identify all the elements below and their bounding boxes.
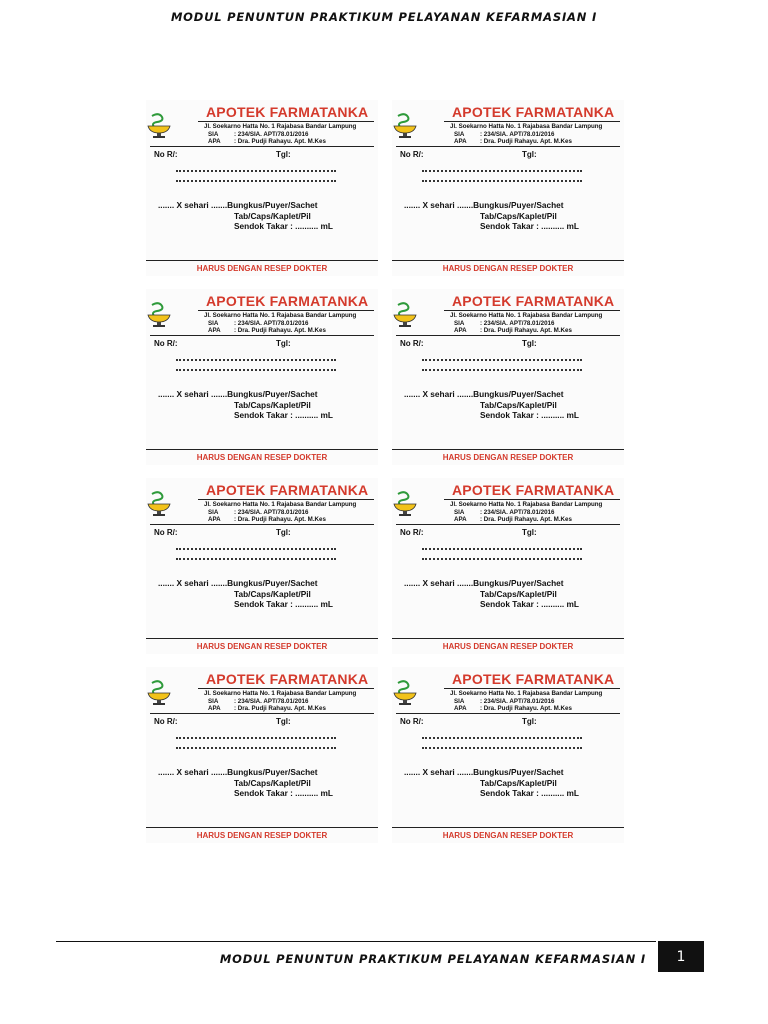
pharmacy-bowl-snake-icon [392,490,418,518]
sia-value: : 234/SIA. APT/78.01/2016 [234,320,309,327]
divider [392,827,624,828]
sia-label: SIA [208,698,219,705]
prescription-number-label: No R/: [400,717,424,726]
prescription-number-label: No R/: [400,150,424,159]
sia-value: : 234/SIA. APT/78.01/2016 [234,698,309,705]
measuring-spoon-line: Sendok Takar : .......... mL [234,788,333,798]
measuring-spoon-line: Sendok Takar : .......... mL [480,410,579,420]
patient-line-2 [176,558,336,560]
prescription-label [146,100,378,276]
prescription-warning: HARUS DENGAN RESEP DOKTER [442,831,574,840]
divider [396,713,620,714]
dosage-line: ....... X sehari .......Bungkus/Puyer/Sachet [404,389,564,399]
date-label: Tgl: [276,150,291,159]
date-label: Tgl: [522,717,537,726]
patient-line-1 [422,359,582,361]
pharmacy-name: APOTEK FARMATANKA [206,293,369,309]
divider [198,499,374,500]
prescription-warning: HARUS DENGAN RESEP DOKTER [196,642,328,651]
prescription-number-label: No R/: [400,339,424,348]
patient-line-1 [422,737,582,739]
sia-value: : 234/SIA. APT/78.01/2016 [480,131,555,138]
patient-line-2 [176,747,336,749]
apa-value: : Dra. Pudji Rahayu. Apt. M.Kes [480,516,572,523]
prescription-number-label: No R/: [400,528,424,537]
dosage-form-line: Tab/Caps/Kaplet/Pil [234,589,311,599]
sia-label: SIA [454,131,465,138]
patient-line-2 [422,180,582,182]
dosage-form-line: Tab/Caps/Kaplet/Pil [234,400,311,410]
prescription-number-label: No R/: [154,339,178,348]
dosage-line: ....... X sehari .......Bungkus/Puyer/Sachet [158,767,318,777]
sia-label: SIA [454,509,465,516]
sia-label: SIA [208,509,219,516]
divider [198,121,374,122]
measuring-spoon-line: Sendok Takar : .......... mL [480,788,579,798]
pharmacy-name: APOTEK FARMATANKA [452,293,615,309]
pharmacy-address: Jl. Soekarno Hatta No. 1 Rajabasa Bandar Lampung [204,501,357,508]
page-number: 1 [658,941,704,972]
patient-line-1 [176,737,336,739]
divider [444,499,620,500]
divider [146,449,378,450]
dosage-line: ....... X sehari .......Bungkus/Puyer/Sachet [404,200,564,210]
prescription-warning: HARUS DENGAN RESEP DOKTER [196,453,328,462]
divider [150,524,374,525]
pharmacy-address: Jl. Soekarno Hatta No. 1 Rajabasa Bandar Lampung [204,690,357,697]
patient-line-2 [176,180,336,182]
divider [396,524,620,525]
prescription-warning: HARUS DENGAN RESEP DOKTER [442,453,574,462]
prescription-label [392,100,624,276]
apa-value: : Dra. Pudji Rahayu. Apt. M.Kes [234,516,326,523]
patient-line-2 [422,558,582,560]
pharmacy-bowl-snake-icon [392,301,418,329]
footer-divider [56,941,656,942]
pharmacy-address: Jl. Soekarno Hatta No. 1 Rajabasa Bandar Lampung [204,123,357,130]
prescription-number-label: No R/: [154,150,178,159]
divider [392,638,624,639]
apa-value: : Dra. Pudji Rahayu. Apt. M.Kes [234,138,326,145]
divider [396,146,620,147]
apa-value: : Dra. Pudji Rahayu. Apt. M.Kes [480,138,572,145]
apa-label: APA [208,327,221,334]
prescription-number-label: No R/: [154,717,178,726]
prescription-label [146,478,378,654]
patient-line-1 [176,170,336,172]
divider [396,335,620,336]
apa-value: : Dra. Pudji Rahayu. Apt. M.Kes [234,705,326,712]
date-label: Tgl: [522,150,537,159]
footer-title: MODUL PENUNTUN PRAKTIKUM PELAYANAN KEFARMASIAN I [219,952,646,966]
patient-line-1 [176,359,336,361]
prescription-warning: HARUS DENGAN RESEP DOKTER [442,642,574,651]
dosage-form-line: Tab/Caps/Kaplet/Pil [480,211,557,221]
sia-label: SIA [454,320,465,327]
dosage-form-line: Tab/Caps/Kaplet/Pil [234,778,311,788]
divider [146,260,378,261]
pharmacy-name: APOTEK FARMATANKA [206,104,369,120]
dosage-line: ....... X sehari .......Bungkus/Puyer/Sachet [404,767,564,777]
dosage-form-line: Tab/Caps/Kaplet/Pil [480,778,557,788]
prescription-warning: HARUS DENGAN RESEP DOKTER [442,264,574,273]
dosage-form-line: Tab/Caps/Kaplet/Pil [480,589,557,599]
pharmacy-address: Jl. Soekarno Hatta No. 1 Rajabasa Bandar Lampung [450,690,603,697]
sia-label: SIA [454,698,465,705]
pharmacy-bowl-snake-icon [146,490,172,518]
dosage-line: ....... X sehari .......Bungkus/Puyer/Sachet [158,578,318,588]
sia-label: SIA [208,131,219,138]
patient-line-2 [422,369,582,371]
divider [444,310,620,311]
measuring-spoon-line: Sendok Takar : .......... mL [234,410,333,420]
patient-line-1 [422,548,582,550]
date-label: Tgl: [276,717,291,726]
pharmacy-name: APOTEK FARMATANKA [206,482,369,498]
prescription-label [392,289,624,465]
patient-line-2 [422,747,582,749]
divider [198,310,374,311]
prescription-warning: HARUS DENGAN RESEP DOKTER [196,264,328,273]
sia-value: : 234/SIA. APT/78.01/2016 [234,131,309,138]
divider [198,688,374,689]
apa-value: : Dra. Pudji Rahayu. Apt. M.Kes [480,327,572,334]
date-label: Tgl: [522,528,537,537]
dosage-line: ....... X sehari .......Bungkus/Puyer/Sachet [158,389,318,399]
measuring-spoon-line: Sendok Takar : .......... mL [234,599,333,609]
divider [444,688,620,689]
divider [150,335,374,336]
divider [392,260,624,261]
pharmacy-name: APOTEK FARMATANKA [452,671,615,687]
pharmacy-bowl-snake-icon [146,112,172,140]
prescription-warning: HARUS DENGAN RESEP DOKTER [196,831,328,840]
apa-value: : Dra. Pudji Rahayu. Apt. M.Kes [480,705,572,712]
date-label: Tgl: [276,339,291,348]
patient-line-1 [422,170,582,172]
apa-label: APA [454,138,467,145]
page-header-title: MODUL PENUNTUN PRAKTIKUM PELAYANAN KEFARMASIAN I [170,10,598,24]
patient-line-2 [176,369,336,371]
date-label: Tgl: [276,528,291,537]
date-label: Tgl: [522,339,537,348]
divider [150,146,374,147]
prescription-label [146,667,378,843]
prescription-label [146,289,378,465]
prescription-number-label: No R/: [154,528,178,537]
pharmacy-name: APOTEK FARMATANKA [206,671,369,687]
divider [150,713,374,714]
pharmacy-name: APOTEK FARMATANKA [452,104,615,120]
pharmacy-address: Jl. Soekarno Hatta No. 1 Rajabasa Bandar Lampung [450,123,603,130]
divider [146,638,378,639]
pharmacy-bowl-snake-icon [146,301,172,329]
pharmacy-bowl-snake-icon [392,112,418,140]
pharmacy-bowl-snake-icon [146,679,172,707]
apa-label: APA [208,705,221,712]
sia-value: : 234/SIA. APT/78.01/2016 [480,320,555,327]
measuring-spoon-line: Sendok Takar : .......... mL [480,221,579,231]
apa-label: APA [454,327,467,334]
pharmacy-address: Jl. Soekarno Hatta No. 1 Rajabasa Bandar Lampung [450,501,603,508]
apa-label: APA [208,138,221,145]
divider [146,827,378,828]
divider [444,121,620,122]
dosage-line: ....... X sehari .......Bungkus/Puyer/Sachet [404,578,564,588]
apa-label: APA [454,705,467,712]
divider [392,449,624,450]
prescription-label [392,478,624,654]
apa-value: : Dra. Pudji Rahayu. Apt. M.Kes [234,327,326,334]
dosage-form-line: Tab/Caps/Kaplet/Pil [480,400,557,410]
sia-label: SIA [208,320,219,327]
sia-value: : 234/SIA. APT/78.01/2016 [480,509,555,516]
pharmacy-address: Jl. Soekarno Hatta No. 1 Rajabasa Bandar Lampung [450,312,603,319]
patient-line-1 [176,548,336,550]
measuring-spoon-line: Sendok Takar : .......... mL [234,221,333,231]
dosage-line: ....... X sehari .......Bungkus/Puyer/Sachet [158,200,318,210]
measuring-spoon-line: Sendok Takar : .......... mL [480,599,579,609]
apa-label: APA [454,516,467,523]
sia-value: : 234/SIA. APT/78.01/2016 [480,698,555,705]
pharmacy-bowl-snake-icon [392,679,418,707]
prescription-label [392,667,624,843]
dosage-form-line: Tab/Caps/Kaplet/Pil [234,211,311,221]
apa-label: APA [208,516,221,523]
pharmacy-address: Jl. Soekarno Hatta No. 1 Rajabasa Bandar Lampung [204,312,357,319]
pharmacy-name: APOTEK FARMATANKA [452,482,615,498]
sia-value: : 234/SIA. APT/78.01/2016 [234,509,309,516]
